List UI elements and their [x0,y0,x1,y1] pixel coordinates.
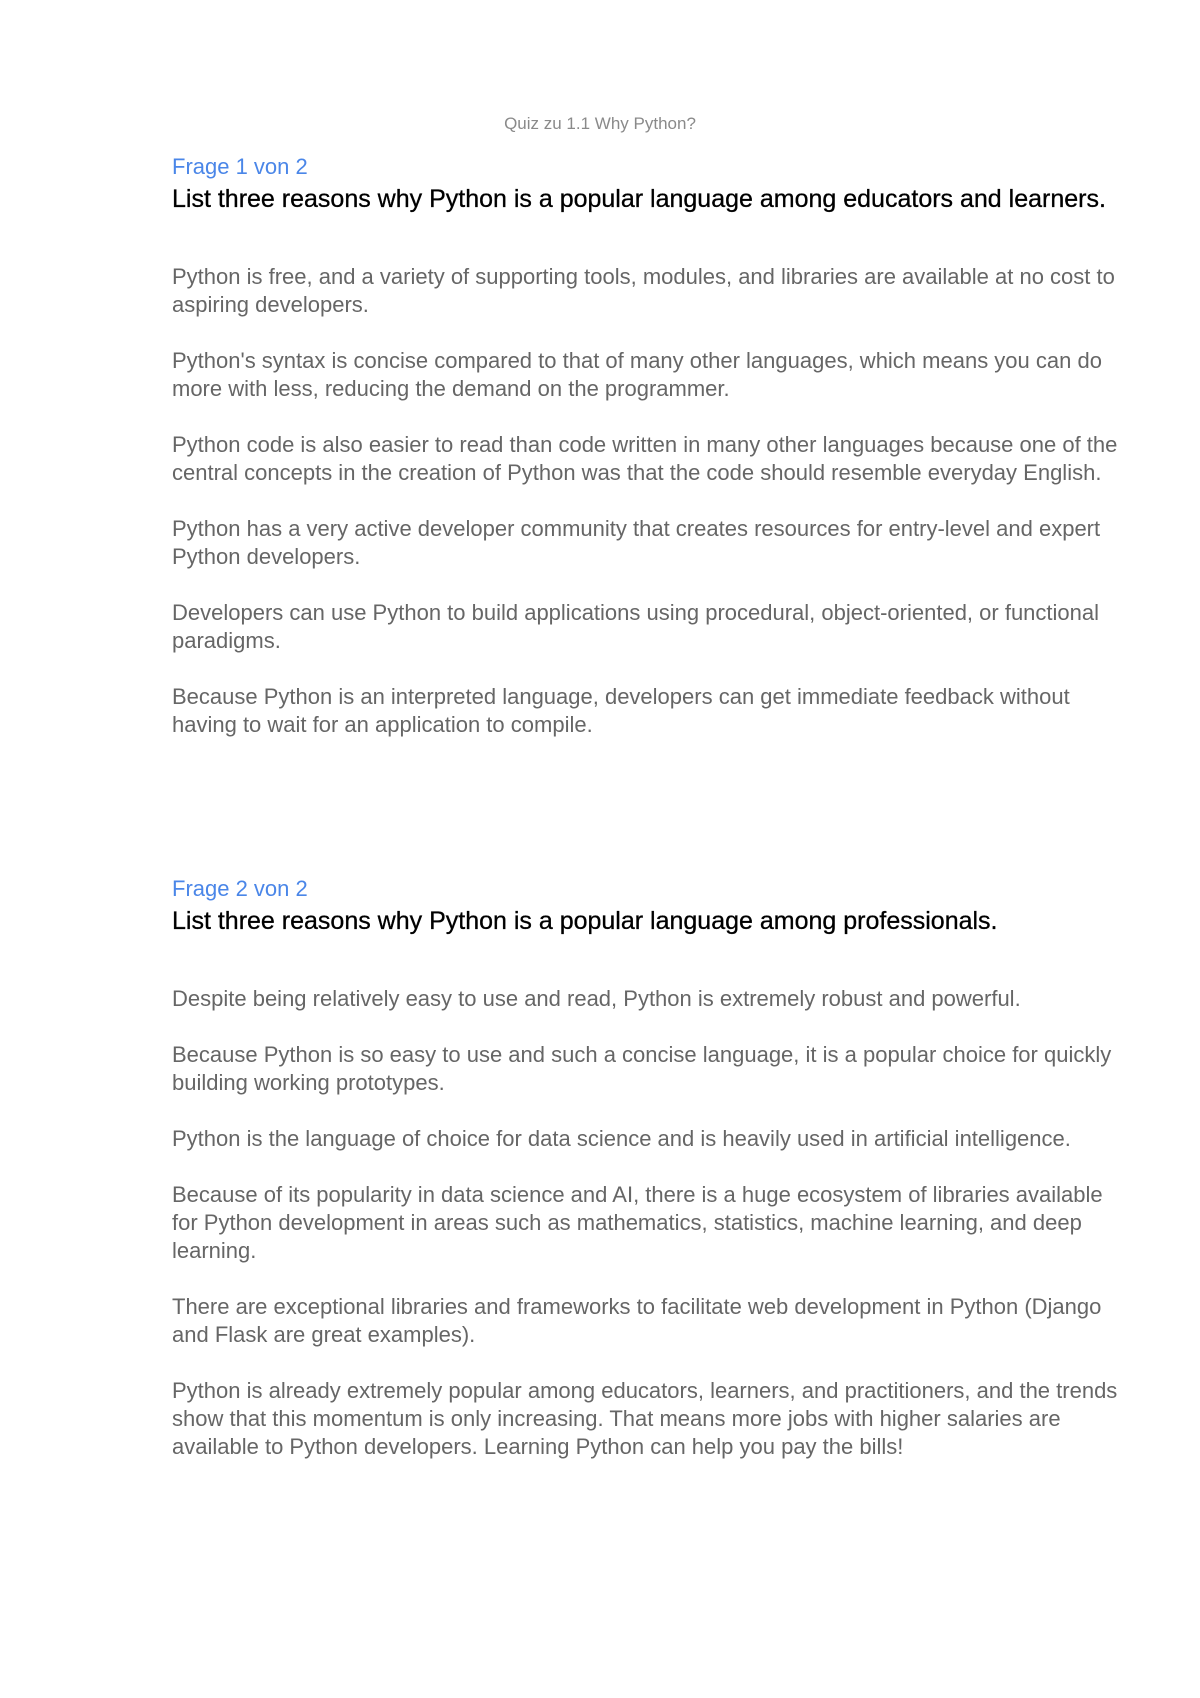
answer-item: Python is free, and a variety of supporting tools, modules, and libraries are available at no cost to aspiring developers. [172,264,1115,317]
answer-list [172,985,1122,1461]
question-block-1 [172,154,1122,767]
answer-item: Python is already extremely popular among educators, learners, and practitioners, and the trends show that this momentum is only increasing. That means more jobs with higher salaries are available to Python developers. Learning Python can help you pay the bills! [172,1378,1118,1459]
document-title: Quiz zu 1.1 Why Python? [504,114,696,133]
question-block-2 [172,876,1122,1489]
answer-item: There are exceptional libraries and frameworks to facilitate web development in Python (Django and Flask are great examples). [172,1294,1102,1347]
answer-item: Because of its popularity in data science and AI, there is a huge ecosystem of libraries available for Python development in areas such as mathematics, statistics, machine learning, and deep learning. [172,1182,1103,1263]
question-text: List three reasons why Python is a popular language among professionals. [172,907,998,935]
answer-item: Because Python is so easy to use and such a concise language, it is a popular choice for quickly building working prototypes. [172,1042,1112,1095]
answer-item: Python code is also easier to read than code written in many other languages because one of the central concepts in the creation of Python was that the code should resemble everyday English. [172,432,1118,485]
answer-item: Python has a very active developer community that creates resources for entry-level and expert Python developers. [172,516,1101,569]
answer-item: Because Python is an interpreted language, developers can get immediate feedback without having to wait for an application to compile. [172,684,1070,737]
answer-item: Python is the language of choice for data science and is heavily used in artificial intelligence. [172,1126,1071,1151]
answer-item: Developers can use Python to build applications using procedural, object-oriented, or functional paradigms. [172,600,1100,653]
question-label: Frage 2 von 2 [172,876,308,901]
question-text: List three reasons why Python is a popular language among educators and learners. [172,185,1106,213]
answer-list [172,263,1122,739]
answer-item: Python's syntax is concise compared to that of many other languages, which means you can do more with less, reducing the demand on the programmer. [172,348,1102,401]
answer-item: Despite being relatively easy to use and read, Python is extremely robust and powerful. [172,986,1021,1011]
question-label: Frage 1 von 2 [172,154,308,179]
